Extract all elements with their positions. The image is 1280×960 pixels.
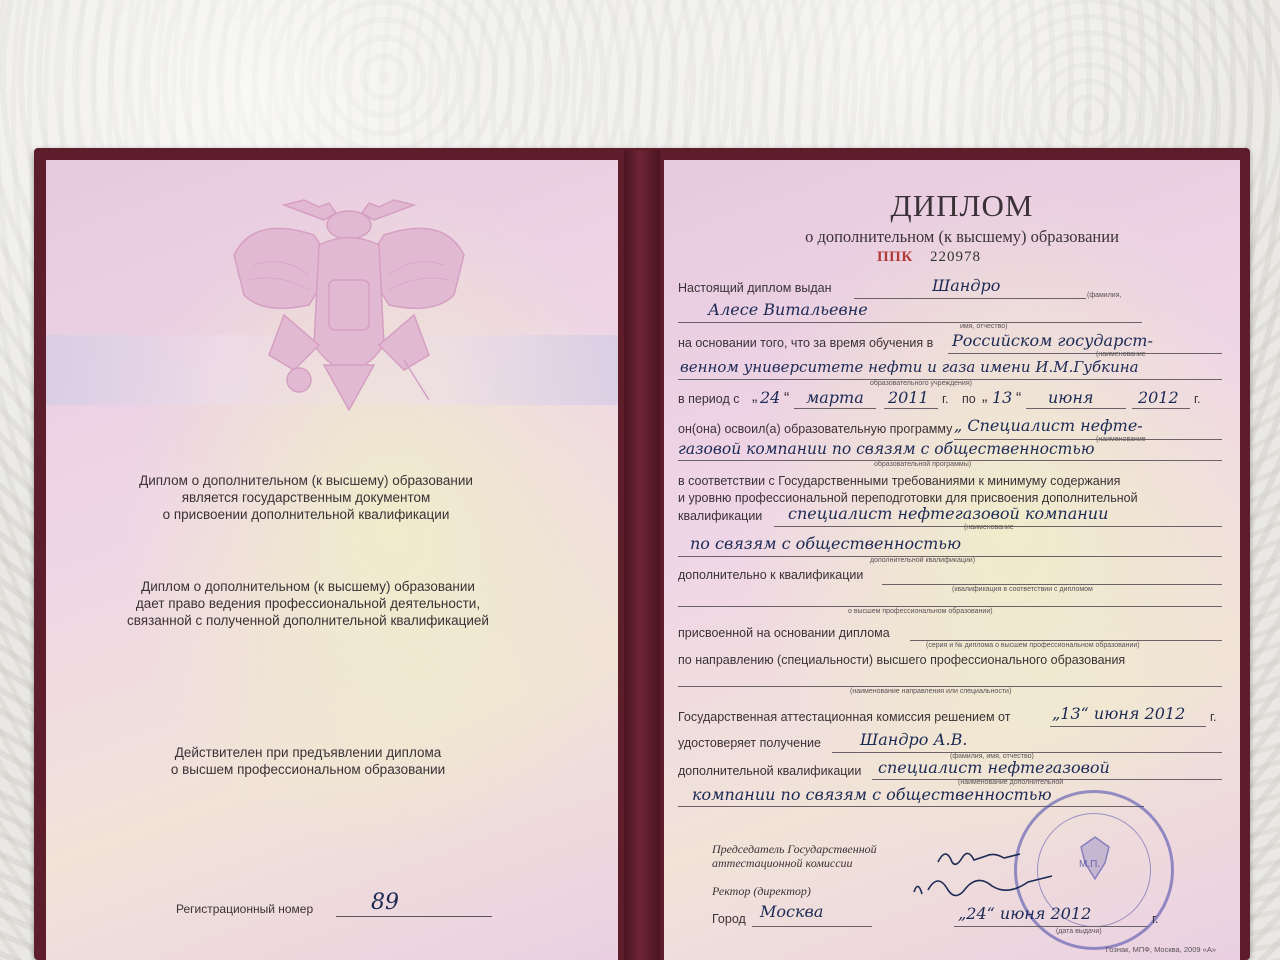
- diploma-title: ДИПЛОМ: [890, 188, 1034, 223]
- assigned-caption: (серия и № диплома о высшем профессиональном образовании): [926, 642, 1140, 649]
- city-value: Москва: [760, 902, 824, 921]
- issue-date-caption: (дата выдачи): [1056, 928, 1102, 935]
- basis-label: на основании того, что за время обучения в: [678, 336, 934, 350]
- commission-date-value: „13“ июня 2012: [1052, 704, 1186, 723]
- program-caption-1: (наименование: [1096, 436, 1146, 443]
- period-end-year: 2012: [1138, 388, 1179, 407]
- certifies-caption: (фамилия, имя, отчество): [950, 753, 1034, 760]
- right-page: [664, 160, 1240, 960]
- program-value-1: „ Специалист нефте-: [954, 416, 1143, 435]
- qualification-label: квалификации: [678, 509, 763, 523]
- surname-caption: (фамилия,: [1087, 292, 1122, 299]
- period-end-year-line: [1132, 408, 1190, 409]
- additional-qualification-label: дополнительно к квалификации: [678, 568, 864, 582]
- qualification-caption-1: (наименование: [964, 524, 1014, 531]
- program-value-2: газовой компании по связям с общественностью: [678, 440, 1095, 458]
- issue-date-line: [954, 926, 1148, 927]
- certifies-label: удостоверяет получение: [678, 736, 821, 750]
- city-line: [752, 926, 872, 927]
- issue-year-suffix: г.: [1152, 912, 1159, 926]
- text-line: Действителен при предъявлении диплома: [174, 745, 442, 760]
- surname-line: [854, 298, 1086, 299]
- additional-qualification-caption: (квалификация в соответствии с дипломом: [952, 586, 1093, 593]
- period-quote-open-2: „: [982, 388, 988, 405]
- qualification-caption-2: дополнительной квалификации): [870, 557, 976, 564]
- program-caption-2: образовательной программы): [874, 461, 972, 468]
- institution-caption-2: образовательного учреждения): [870, 380, 972, 387]
- text-line: является государственным документом: [181, 490, 431, 505]
- final-qualification-value-2: компании по связям с общественностью: [692, 785, 1052, 804]
- direction-label: по направлению (специальности) высшего профессионального образования: [678, 653, 1126, 667]
- name-caption: имя, отчество): [960, 323, 1008, 330]
- printer-imprint: Гознак, МПФ, Москва, 2009 «А»: [1105, 945, 1216, 954]
- chairman-label-2: аттестационной комиссии: [712, 856, 853, 870]
- text-line: дает право ведения профессиональной деятельности,: [135, 596, 481, 611]
- commission-year-suffix: г.: [1210, 710, 1217, 724]
- rights-statement: [22, 578, 594, 629]
- period-start-day: 24: [760, 388, 781, 407]
- period-to-label: по: [962, 392, 976, 406]
- rector-signature: [908, 866, 1058, 906]
- city-label: Город: [712, 912, 746, 926]
- text-line: Диплом о дополнительном (к высшему) образовании: [141, 579, 475, 594]
- chairman-label-1: Председатель Государственной: [712, 842, 877, 856]
- diploma-subtitle: о дополнительном (к высшему) образовании: [805, 227, 1119, 246]
- period-start-month: марта: [806, 388, 864, 407]
- period-quote-close-2: “: [1016, 390, 1022, 407]
- period-quote-close-1: “: [784, 390, 790, 407]
- text-line: о присвоении дополнительной квалификации: [162, 507, 450, 522]
- period-label: в период с: [678, 392, 740, 406]
- text-line: связанной с полученной дополнительной квалификацией: [127, 613, 489, 628]
- diploma-series: ППК: [877, 249, 913, 265]
- rector-label: Ректор (директор): [712, 884, 811, 898]
- additional-qualification-caption-2: о высшем профессиональном образовании): [848, 608, 993, 615]
- text-line: о высшем профессиональном образовании: [170, 762, 446, 777]
- period-year-suffix-1: г.: [942, 392, 949, 406]
- final-qualification-value-1: специалист нефтегазовой: [878, 758, 1110, 777]
- final-qualification-label: дополнительной квалификации: [678, 764, 862, 778]
- presentation-statement: [22, 744, 594, 778]
- assigned-label: присвоенной на основании диплома: [678, 626, 890, 640]
- period-year-suffix-2: г.: [1194, 392, 1201, 406]
- direction-caption: (наименование направления или специальности): [850, 688, 1012, 695]
- commission-date-line: [1050, 726, 1206, 727]
- period-end-month: июня: [1048, 388, 1094, 407]
- name-line: [678, 322, 1142, 323]
- period-start-year: 2011: [888, 388, 929, 407]
- commission-label: Государственная аттестационная комиссия решением от: [678, 710, 1011, 724]
- institution-caption-1: (наименование: [1096, 351, 1146, 358]
- diploma-spine: [624, 150, 660, 960]
- left-page: [46, 160, 618, 960]
- requirements-text-2: и уровню профессиональной переподготовки для присвоения дополнительной: [678, 491, 1138, 505]
- validity-statement: [20, 472, 592, 523]
- registration-number-value: 89: [371, 890, 399, 915]
- institution-line-1: [948, 353, 1222, 354]
- period-end-day: 13: [992, 388, 1013, 407]
- registration-number-line: [336, 916, 492, 917]
- requirements-text-1: в соответствии с Государственными требованиями к минимуму содержания: [678, 474, 1121, 488]
- name-value: Алесе Витальевне: [708, 300, 868, 319]
- diploma-number: 220978: [930, 249, 981, 265]
- issued-label: Настоящий диплом выдан: [678, 281, 832, 295]
- seal-mp-text: М.П.: [1079, 859, 1101, 870]
- certifies-name-value: Шандро А.В.: [860, 730, 968, 749]
- additional-qualification-line-2: [678, 606, 1222, 607]
- double-headed-eagle-emblem: [224, 195, 474, 425]
- final-qualification-caption: (наименование дополнительной: [958, 779, 1064, 786]
- period-start-year-line: [884, 408, 938, 409]
- qualification-value-1: специалист нефтегазовой компании: [788, 504, 1109, 523]
- program-label: он(она) освоил(а) образовательную программу: [678, 422, 953, 436]
- direction-line: [678, 686, 1222, 687]
- period-start-month-line: [794, 408, 876, 409]
- institution-value-2: венном университете нефти и газа имени И.М.Губкина: [680, 358, 1139, 376]
- issue-date-value: „24“ июня 2012: [958, 904, 1092, 923]
- surname-value: Шандро: [932, 276, 1001, 295]
- registration-number-label: Регистрационный номер: [176, 902, 314, 916]
- assigned-line: [910, 640, 1222, 641]
- institution-value-1: Российском государст-: [952, 331, 1153, 350]
- qualification-value-2: по связям с общественностью: [690, 534, 962, 553]
- text-line: Диплом о дополнительном (к высшему) образовании: [139, 473, 473, 488]
- additional-qualification-line: [882, 584, 1222, 585]
- period-end-month-line: [1026, 408, 1126, 409]
- period-quote-open-1: „: [752, 388, 758, 405]
